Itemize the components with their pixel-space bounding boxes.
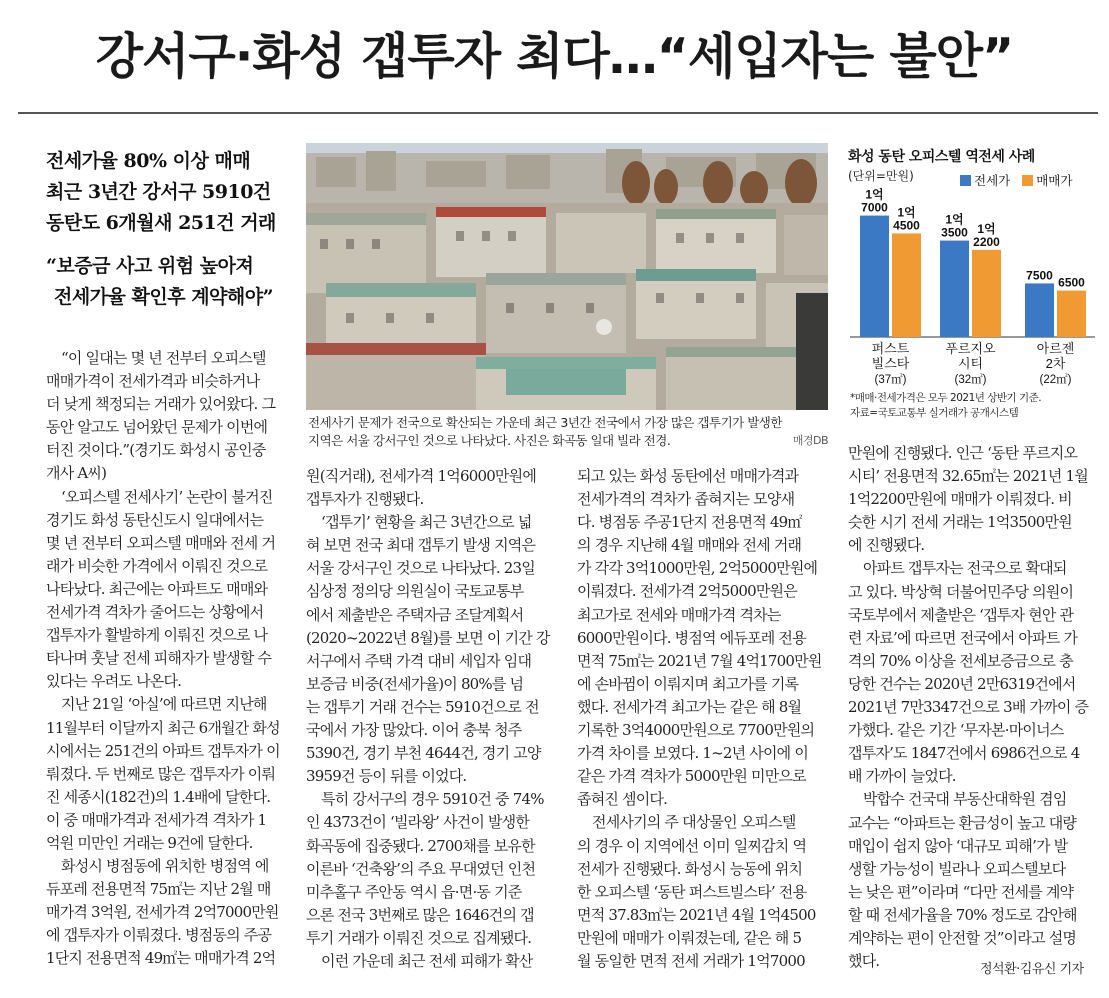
article-line: 생할 가능성이 빌라나 오피스텔보다 — [848, 859, 1066, 878]
article-line: 되고 있는 화성 동탄에선 매매가격과 — [577, 467, 799, 485]
article-line: 1단지 전용면적 49㎡는 매매가격 2억 — [46, 949, 276, 968]
article-line: 화성시 병점동에 위치한 병점역 에 — [61, 857, 269, 876]
photo-caption — [308, 414, 828, 450]
bar-value-label: 6500 — [1058, 275, 1085, 290]
article-line: 1억2200만원에 매매가 이뤄졌다. 비 — [848, 490, 1072, 509]
article-line: 동안 알고도 넘어왔던 문제가 이번에 — [46, 418, 268, 437]
article-line: 몇 년 전부터 오피스텔 매매와 전세 거 — [46, 533, 276, 552]
subhead-line: 전세가율 80% 이상 매매 — [46, 150, 251, 172]
article-line: 타나며 훗날 전세 피해자가 발생할 수 — [46, 649, 272, 668]
article-line: 같은 가격 격차가 5000만원 미만으로 — [577, 767, 806, 786]
article-line: 매매가격이 전세가격과 비슷하거나 — [46, 372, 260, 391]
bar-value-label: 1억 — [945, 212, 964, 227]
article-line: 에서 제출받은 주택자금 조달계획서 — [306, 605, 524, 624]
chart-note-source: 자료=국토교통부 실거래가 공개시스템 — [850, 407, 1019, 419]
news-photo — [306, 143, 828, 410]
article-line: 터진 것이다.”(경기도 화성시 공인중 — [46, 441, 266, 460]
article-line: 박합수 건국대 부동산대학원 겸임 — [863, 790, 1067, 809]
legend-label: 매매가 — [1036, 173, 1073, 188]
chart-note-line: *매매·전세가격은 모두 2021년 상반기 기준. — [850, 392, 1042, 404]
bar-value-label: 1억 — [977, 221, 996, 236]
bar-value-label: 2200 — [973, 234, 1000, 249]
headline: 강서구·화성 갭투자 최다…“세입자는 불안” — [95, 28, 1014, 85]
article-line: 갭투자가 활발하게 이뤄진 것으로 나 — [46, 626, 268, 645]
article-line: 시에서는 251건의 아파트 갭투자가 이 — [46, 741, 280, 760]
article-line: 는 갭투기 거래 건수는 5910건으로 전 — [306, 697, 539, 716]
category-label: 아르젠 — [1036, 341, 1075, 356]
bar-value-label: 7500 — [1026, 268, 1053, 283]
article-line: 억원 미만인 거래는 9건에 달한다. — [46, 833, 253, 852]
bar-sale — [972, 250, 1001, 337]
article-line: 이뤄졌다. 전세가격 2억5000만원은 — [577, 582, 797, 601]
article-line: 에 진행됐다. — [848, 536, 925, 555]
article-line: 원(직거래), 전세가격 1억6000만원에 — [306, 467, 537, 485]
article-line: 기록한 3억4000만원으로 7700만원의 — [577, 721, 815, 740]
article-line: 에 손바뀜이 이뤄지며 최고가를 기록 — [577, 674, 799, 693]
subhead-quote-line: “보증금 사고 위험 높아져 — [46, 255, 254, 277]
article-line: 3959건 등이 뒤를 이었다. — [306, 767, 467, 786]
article-column-2 — [306, 465, 558, 973]
category-label: 푸르지오 — [945, 341, 996, 356]
bar-value-label: 1억 — [897, 205, 916, 220]
bar-value-label: 1억 — [865, 187, 884, 202]
article-line: 시티’ 전용면적 32.65㎡는 2021년 1월 — [848, 467, 1088, 486]
category-label: (37㎡) — [874, 374, 907, 386]
article-line: 경기도 화성 동탄신도시 일대에서는 — [46, 510, 264, 529]
article-line: 뤄졌다. 두 번째로 많은 갭투자가 이뤄 — [46, 764, 276, 783]
article-line: 만원에 매매가 이뤄졌는데, 같은 해 5 — [577, 928, 802, 947]
article-line: 개사 A씨) — [46, 464, 107, 483]
article-line: 는 낮은 편”이라며 “다만 전세를 계약 — [848, 882, 1074, 901]
article-line: 가 각각 3억1000만원, 2억5000만원에 — [577, 559, 818, 578]
bar-value-label: 3500 — [941, 225, 968, 240]
article-line: 나타났다. 최근에는 아파트도 매매와 — [46, 579, 268, 598]
article-line: “이 일대는 몇 년 전부터 오피스텔 — [61, 349, 266, 367]
caption-line: 전세사기 문제가 전국으로 확산되는 가운데 최근 3년간 전국에서 가장 많은 갭투기가 발생한 — [308, 415, 782, 430]
article-line: 전세가격 격차가 줄어드는 상황에서 — [46, 603, 264, 622]
article-line: 련 자료’에 따르면 전국에서 아파트 가 — [848, 628, 1078, 647]
article-line: 서울 강서구인 것으로 나타났다. 23일 — [306, 559, 535, 578]
category-label: (22㎡) — [1039, 374, 1072, 386]
bar-chart — [845, 180, 1100, 390]
article-line: 아파트 갭투자는 전국으로 확대되 — [863, 559, 1067, 578]
article-line: 격의 70% 이상을 전세보증금으로 충 — [848, 651, 1073, 670]
article-line: 심상정 정의당 의원실이 국토교통부 — [306, 582, 524, 601]
photo-credit: 매경DB — [792, 434, 828, 447]
byline: 정석환·김유신 기자 — [980, 962, 1084, 977]
article-line: 만원에 진행됐다. 인근 ‘동탄 푸르지오 — [848, 444, 1078, 462]
chart-title: 화성 동탄 오피스텔 역전세 사례 — [848, 149, 1035, 165]
article-line: 다. 병점동 주공1단지 전용면적 49㎡ — [577, 513, 802, 532]
article-line: 가격 차이를 보였다. 1~2년 사이에 이 — [577, 744, 809, 763]
article-line: (2020~2022년 8월)를 보면 이 기간 강 — [306, 628, 550, 647]
article-line: 월 동일한 면적 전세 거래가 1억7000 — [577, 951, 805, 970]
article-line: 있다는 우려도 나온다. — [46, 672, 182, 691]
article-column-3 — [577, 465, 829, 973]
article-line: 보증금 비중(전세가율)이 80%를 넘 — [306, 674, 524, 693]
subhead-line: 최근 3년간 강서구 5910건 — [46, 181, 271, 203]
article-line: 6000만원이다. 병점역 에듀포레 전용 — [577, 628, 806, 647]
article-line: 지난 21일 ‘아실’에 따르면 지난해 — [61, 695, 267, 714]
article-line: 했다. — [848, 952, 880, 971]
article-line: 고 있다. 박상혁 더불어민주당 의원이 — [848, 582, 1074, 601]
bar-sale — [892, 233, 921, 337]
article-column-4 — [848, 442, 1100, 973]
article-line: 듀포레 전용면적 75㎡는 지난 2월 매 — [46, 880, 271, 899]
article-line: 투기 거래가 이뤄진 것으로 집계됐다. — [306, 928, 532, 947]
headline-rule — [18, 112, 1098, 114]
article-line: 의 경우 지난해 4월 매매와 전세 거래 — [577, 536, 802, 555]
article-line: 이른바 ‘건축왕’의 주요 무대였던 인천 — [306, 859, 536, 878]
article-line: 전세가격의 격차가 좁혀지는 모양새 — [577, 490, 795, 509]
category-label: (32㎡) — [954, 374, 987, 386]
article-line: 에 갭투자가 이뤄졌다. 병점동의 주공 — [46, 926, 272, 945]
bar-value-label: 7000 — [861, 200, 888, 215]
legend-label: 전세가 — [974, 173, 1011, 188]
article-line: 11월부터 이달까지 최근 6개월간 화성 — [46, 718, 280, 737]
article-line: 으론 전국 3번째로 많은 1646건의 갭 — [306, 905, 534, 924]
article-line: 래가 비슷한 가격에서 이뤄진 것으로 — [46, 556, 268, 575]
article-line: 혀 보면 전국 최대 갭투기 발생 지역은 — [306, 536, 536, 555]
article-line: 화곡동에 집중됐다. 2700채를 보유한 — [306, 836, 535, 855]
bar-sale — [1057, 291, 1086, 337]
article-line: 교수는 “아파트는 환금성이 높고 대량 — [848, 813, 1077, 832]
article-line: 면적 37.83㎡는 2021년 4월 1억4500 — [577, 905, 816, 924]
bar-jeonse — [860, 216, 889, 337]
article-line: 특히 강서구의 경우 5910건 중 74% — [321, 790, 544, 809]
article-line: 했다. 전세가격 최고가는 같은 해 8월 — [577, 697, 802, 716]
bar-value-label: 4500 — [893, 218, 920, 233]
category-label: 시티 — [957, 356, 984, 371]
chart-note — [850, 391, 1041, 421]
article-line: 더 낮게 책정되는 거래가 있어왔다. 그 — [46, 395, 276, 414]
subheads — [46, 146, 296, 313]
article-line: 가했다. 같은 기간 ‘무자본·마이너스 — [848, 721, 1064, 740]
subhead-quote-line: 전세가율 확인후 계약해야” — [54, 286, 274, 308]
article-line: 2021년 7만3347건으로 3배 가까이 증 — [848, 698, 1089, 717]
category-label: 2차 — [1045, 356, 1066, 371]
article-line: 인 4373건이 ‘빌라왕’ 사건이 발생한 — [306, 813, 530, 832]
article-line: 전세가 진행됐다. 화성시 능동에 위치 — [577, 859, 803, 878]
article-line: 갭투자’도 1847건에서 6986건으로 4 — [848, 744, 1080, 763]
article-line: 국에서 가장 많았다. 이어 충북 청주 — [306, 721, 522, 740]
article-line: 국토부에서 제출받은 ‘갭투자 현안 관 — [848, 605, 1074, 624]
article-line: 매입이 쉽지 않아 ‘대규모 피해’가 발 — [848, 836, 1068, 855]
article-line: 의 경우 이 지역에선 이미 일찌감치 역 — [577, 836, 807, 855]
article-line: 서구에서 주택 가격 대비 세입자 임대 — [306, 651, 532, 670]
article-line: 이런 가운데 최근 전세 피해가 확산 — [321, 951, 533, 970]
article-line: 이 중 매매가격과 전세가격 격차가 1 — [46, 810, 267, 829]
article-line: 할 때 전세가율을 70% 정도로 감안해 — [848, 905, 1077, 924]
article-line: 진 세종시(182건)의 1.4배에 달한다. — [46, 787, 271, 806]
caption-line: 지역은 서울 강서구인 것으로 나타났다. 사진은 화곡동 일대 빌라 전경. — [308, 433, 671, 448]
article-line: 매가격 3억원, 전세가격 2억7000만원 — [46, 903, 279, 922]
article-line: 한 오피스텔 ‘동탄 퍼스트빌스타’ 전용 — [577, 882, 807, 901]
article-line: 계약하는 편이 안전할 것”이라고 설명 — [848, 928, 1077, 947]
article-line: 슷한 시기 전세 거래는 1억3500만원 — [848, 513, 1072, 532]
category-label: 퍼스트 — [871, 341, 910, 356]
article-line: ‘오피스텔 전세사기’ 논란이 불거진 — [61, 487, 273, 506]
article-line: 좁혀진 셈이다. — [577, 790, 668, 809]
article-line: ‘갭투기’ 현황을 최근 3년간으로 넓 — [321, 513, 532, 532]
category-label: 빌스타 — [871, 356, 910, 371]
article-line: 5390건, 경기 부천 4644건, 경기 고양 — [306, 744, 541, 763]
article-line: 배 가까이 늘었다. — [848, 767, 956, 786]
article-line: 갭투자가 진행됐다. — [306, 490, 424, 509]
article-line: 최고가로 전세와 매매가격 격차는 — [577, 605, 781, 624]
bar-jeonse — [1025, 283, 1054, 337]
subhead-line: 동탄도 6개월새 251건 거래 — [46, 212, 276, 234]
article-line: 면적 75㎡는 2021년 7월 4억1700만원 — [577, 651, 822, 670]
article-line: 전세사기의 주 대상물인 오피스텔 — [592, 813, 796, 832]
article-line: 미추홀구 주안동 역시 읍·면·동 기준 — [306, 882, 522, 901]
article-line: 당한 건수는 2020년 2만6319건에서 — [848, 674, 1076, 693]
chart-unit: (단위=만원) — [848, 169, 914, 183]
bar-jeonse — [940, 241, 969, 337]
article-column-1 — [46, 347, 292, 971]
